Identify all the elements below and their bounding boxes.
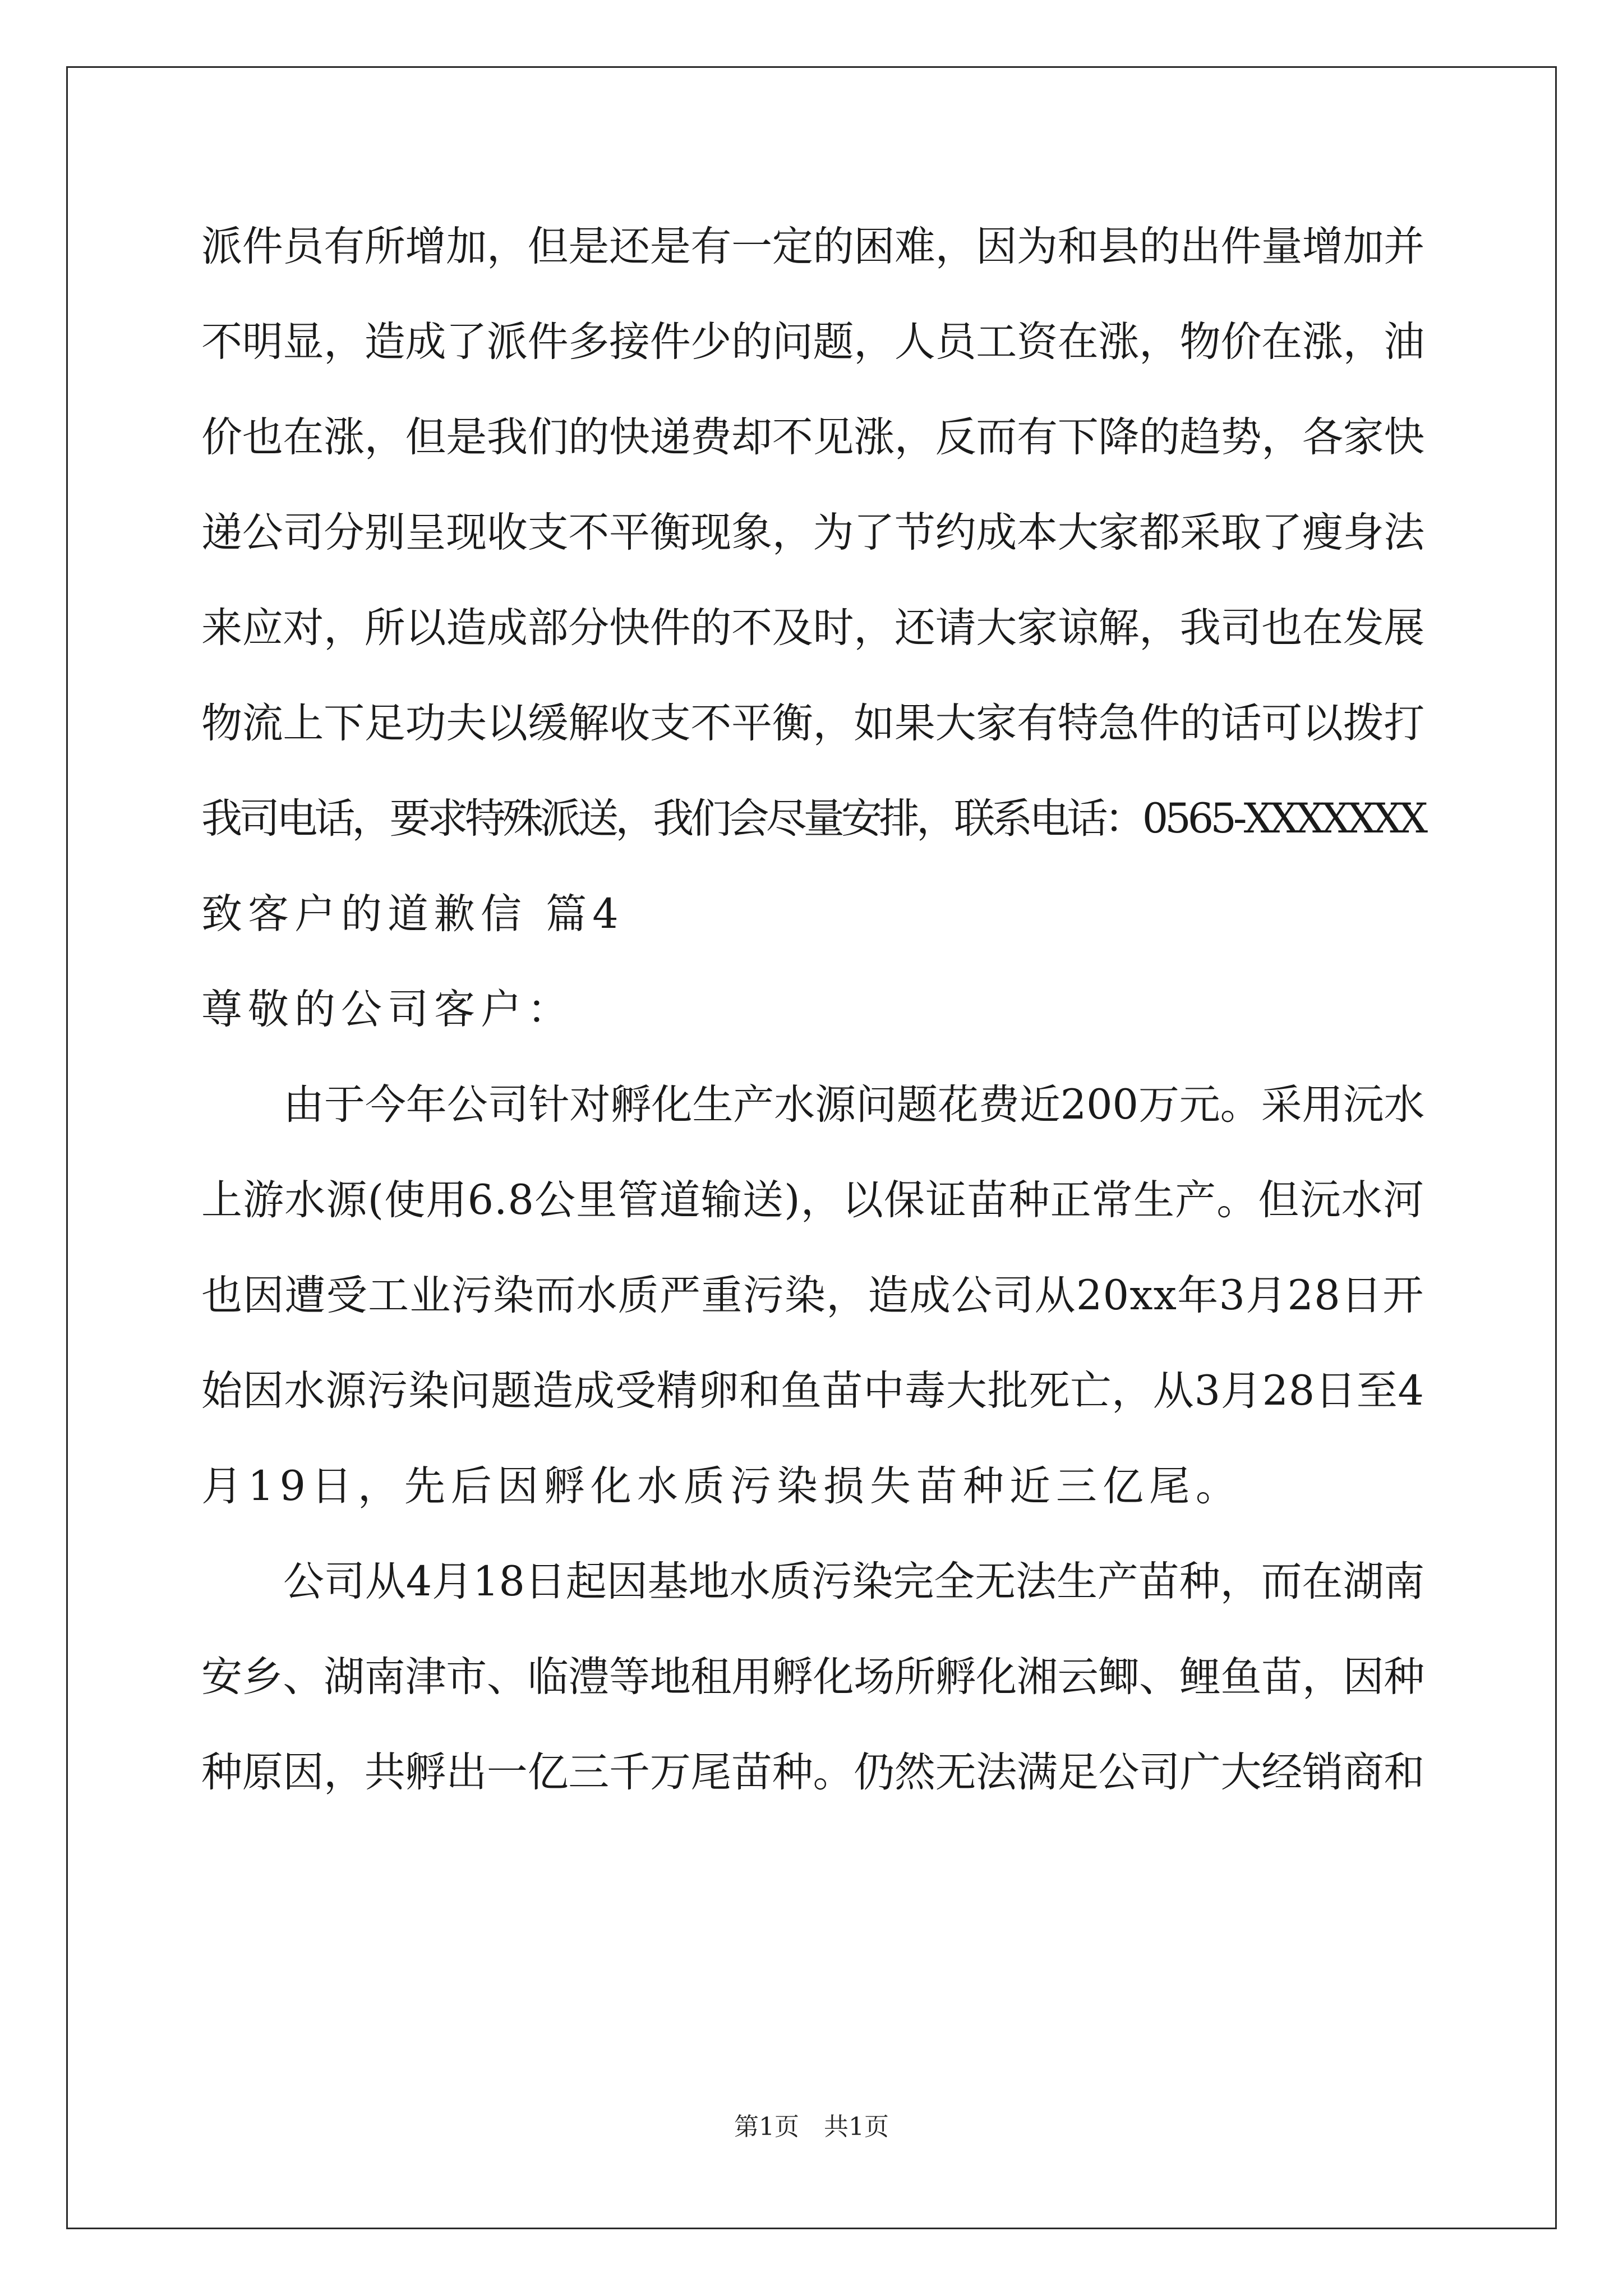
paragraph-line: 安乡、湖南津市、临澧等地租用孵化场所孵化湘云鲫、鲤鱼苗，因种 [201,1653,1424,1701]
paragraph-line: 上游水源(使用6.8公里管道输送)，以保证苗种正常生产。但沅水河 [201,1176,1425,1224]
salutation: 尊敬的公司客户： [201,986,574,1033]
paragraph-line: 也因遭受工业污染而水质严重污染，造成公司从20xx年3月28日开 [201,1272,1424,1319]
paragraph-line: 我司电话，要求特殊派送，我们会尽量安排，联系电话：0565-XXXXXXX [201,795,1425,843]
paragraph-line: 始因水源污染问题造成受精卵和鱼苗中毒大批死亡，从3月28日至4 [201,1367,1424,1415]
paragraph-line: 价也在涨，但是我们的快递费却不见涨，反而有下降的趋势，各家快 [201,413,1424,461]
page-number-footer: 第1页 共1页 [734,2113,889,2141]
paragraph-line: 递公司分别呈现收支不平衡现象，为了节约成本大家都采取了瘦身法 [201,509,1424,556]
paragraph-line: 不明显，造成了派件多接件少的问题，人员工资在涨，物价在涨，油 [201,318,1424,366]
paragraph-line: 月19日，先后因孵化水质污染损失苗种近三亿尾。 [201,1462,1242,1510]
paragraph-line: 种原因，共孵出一亿三千万尾苗种。仍然无法满足公司广大经销商和 [201,1749,1424,1796]
paragraph-line: 公司从4月18日起因基地水质污染完全无法生产苗种，而在湖南 [283,1558,1425,1605]
page-border [66,66,1557,2229]
paragraph-line: 由于今年公司针对孵化生产水源问题花费近200万元。采用沅水 [283,1081,1425,1129]
paragraph-line: 物流上下足功夫以缓解收支不平衡，如果大家有特急件的话可以拨打 [201,700,1424,747]
paragraph-line: 派件员有所增加，但是还是有一定的困难，因为和县的出件量增加并 [201,223,1424,270]
section-heading: 致客户的道歉信 篇4 [201,890,624,938]
paragraph-line: 来应对，所以造成部分快件的不及时，还请大家谅解，我司也在发展 [201,604,1424,652]
